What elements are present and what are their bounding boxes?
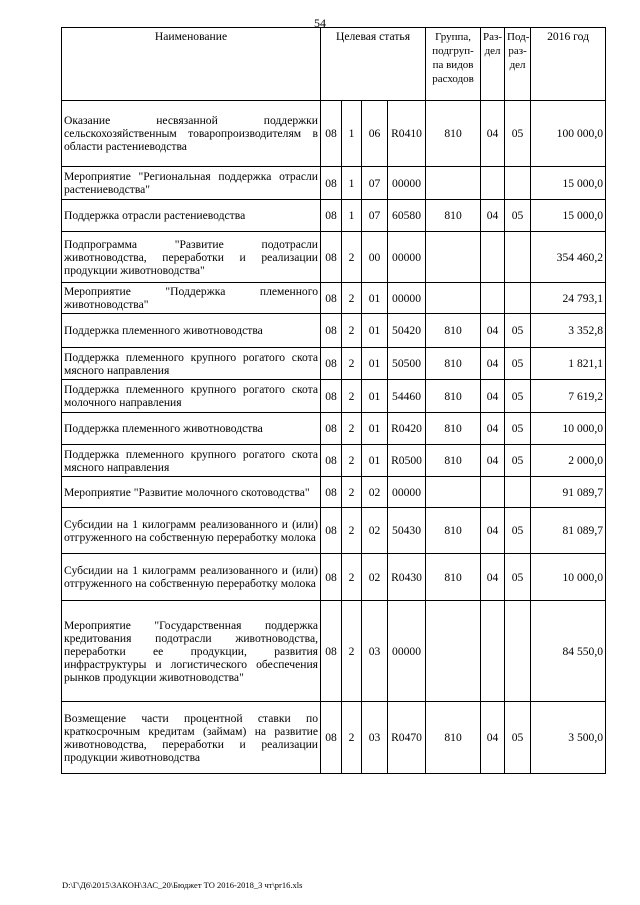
table-row	[62, 232, 606, 283]
code-event: 02	[362, 508, 388, 554]
code-subprogram: 2	[342, 413, 362, 445]
amount: 3 500,0	[531, 702, 606, 774]
code-subprogram: 2	[342, 508, 362, 554]
code-subprogram: 2	[342, 702, 362, 774]
code-direction: 50500	[388, 348, 426, 380]
section-code: 04	[481, 101, 505, 167]
table-row	[62, 380, 606, 413]
code-program: 08	[321, 200, 342, 232]
group-code	[426, 283, 481, 314]
code-event: 07	[362, 200, 388, 232]
subsection-code: 05	[505, 445, 531, 477]
section-code: 04	[481, 413, 505, 445]
section-code: 04	[481, 380, 505, 413]
code-subprogram: 1	[342, 200, 362, 232]
row-name: Поддержка племенного крупного рогатого скота мясного направления	[62, 348, 321, 380]
code-subprogram: 2	[342, 348, 362, 380]
table-row	[62, 283, 606, 314]
table-row	[62, 508, 606, 554]
code-program: 08	[321, 554, 342, 601]
row-name: Поддержка племенного животноводства	[62, 314, 321, 348]
code-event: 07	[362, 167, 388, 200]
code-event: 00	[362, 232, 388, 283]
amount: 81 089,7	[531, 508, 606, 554]
row-name: Мероприятие "Поддержка племенного животноводства"	[62, 283, 321, 314]
code-direction: 50430	[388, 508, 426, 554]
subsection-code	[505, 232, 531, 283]
row-name: Мероприятие "Региональная поддержка отрасли растениеводства"	[62, 167, 321, 200]
subsection-code: 05	[505, 380, 531, 413]
code-event: 01	[362, 445, 388, 477]
section-code: 04	[481, 445, 505, 477]
amount: 15 000,0	[531, 200, 606, 232]
header-target: Целевая статья	[321, 28, 426, 101]
row-name: Оказание несвязанной поддержки сельскохозяйственным товаропроизводителям в области растениеводства	[62, 101, 321, 167]
group-code: 810	[426, 508, 481, 554]
subsection-code: 05	[505, 508, 531, 554]
code-program: 08	[321, 101, 342, 167]
amount: 2 000,0	[531, 445, 606, 477]
row-name: Мероприятие "Государственная поддержка кредитования подотрасли животноводства, переработки ее продукции, развития инфраструктуры и логистического обеспечения рынков продукции животноводства"	[62, 601, 321, 702]
header-group: Группа, подгруп-па видов расходов	[426, 28, 481, 101]
table-row	[62, 554, 606, 601]
table-row	[62, 601, 606, 702]
group-code: 810	[426, 445, 481, 477]
table-row	[62, 348, 606, 380]
row-name: Поддержка племенного животноводства	[62, 413, 321, 445]
subsection-code	[505, 477, 531, 508]
table-row	[62, 314, 606, 348]
amount: 15 000,0	[531, 167, 606, 200]
subsection-code	[505, 283, 531, 314]
code-event: 02	[362, 477, 388, 508]
code-event: 01	[362, 413, 388, 445]
code-subprogram: 2	[342, 445, 362, 477]
code-event: 01	[362, 380, 388, 413]
row-name: Поддержка племенного крупного рогатого скота молочного направления	[62, 380, 321, 413]
section-code	[481, 477, 505, 508]
header-section: Раз-дел	[481, 28, 505, 101]
code-event: 01	[362, 283, 388, 314]
header-name: Наименование	[62, 28, 321, 101]
section-code: 04	[481, 702, 505, 774]
section-code	[481, 283, 505, 314]
subsection-code: 05	[505, 348, 531, 380]
code-direction: R0420	[388, 413, 426, 445]
subsection-code: 05	[505, 314, 531, 348]
subsection-code: 05	[505, 702, 531, 774]
group-code	[426, 601, 481, 702]
code-direction: 00000	[388, 477, 426, 508]
code-direction: 00000	[388, 601, 426, 702]
code-subprogram: 2	[342, 380, 362, 413]
code-program: 08	[321, 508, 342, 554]
group-code: 810	[426, 413, 481, 445]
row-name: Субсидии на 1 килограмм реализованного и (или) отгруженного на собственную переработку молока	[62, 508, 321, 554]
subsection-code	[505, 167, 531, 200]
code-subprogram: 2	[342, 232, 362, 283]
code-event: 01	[362, 348, 388, 380]
amount: 3 352,8	[531, 314, 606, 348]
group-code: 810	[426, 348, 481, 380]
code-direction: 60580	[388, 200, 426, 232]
section-code	[481, 232, 505, 283]
row-name: Мероприятие "Развитие молочного скотоводства"	[62, 477, 321, 508]
code-subprogram: 2	[342, 477, 362, 508]
budget-table	[61, 27, 606, 774]
table-row	[62, 702, 606, 774]
code-subprogram: 2	[342, 314, 362, 348]
group-code: 810	[426, 200, 481, 232]
code-program: 08	[321, 413, 342, 445]
group-code	[426, 477, 481, 508]
code-program: 08	[321, 167, 342, 200]
amount: 91 089,7	[531, 477, 606, 508]
section-code: 04	[481, 200, 505, 232]
code-direction: R0470	[388, 702, 426, 774]
code-program: 08	[321, 348, 342, 380]
subsection-code: 05	[505, 413, 531, 445]
section-code: 04	[481, 348, 505, 380]
code-event: 03	[362, 702, 388, 774]
subsection-code: 05	[505, 101, 531, 167]
amount: 10 000,0	[531, 554, 606, 601]
amount: 7 619,2	[531, 380, 606, 413]
code-subprogram: 2	[342, 554, 362, 601]
code-subprogram: 1	[342, 167, 362, 200]
code-direction: R0500	[388, 445, 426, 477]
code-direction: 00000	[388, 283, 426, 314]
section-code	[481, 167, 505, 200]
amount: 10 000,0	[531, 413, 606, 445]
row-name: Поддержка отрасли растениеводства	[62, 200, 321, 232]
code-program: 08	[321, 232, 342, 283]
row-name: Поддержка племенного крупного рогатого скота мясного направления	[62, 445, 321, 477]
code-event: 03	[362, 601, 388, 702]
table-row	[62, 101, 606, 167]
amount: 84 550,0	[531, 601, 606, 702]
amount: 354 460,2	[531, 232, 606, 283]
code-event: 02	[362, 554, 388, 601]
code-program: 08	[321, 314, 342, 348]
header-year: 2016 год	[531, 28, 606, 101]
code-program: 08	[321, 380, 342, 413]
group-code	[426, 232, 481, 283]
group-code: 810	[426, 702, 481, 774]
table-row	[62, 200, 606, 232]
header-subsection: Под-раз-дел	[505, 28, 531, 101]
code-program: 08	[321, 283, 342, 314]
table-row	[62, 445, 606, 477]
subsection-code	[505, 601, 531, 702]
amount: 1 821,1	[531, 348, 606, 380]
section-code: 04	[481, 554, 505, 601]
subsection-code: 05	[505, 554, 531, 601]
group-code: 810	[426, 314, 481, 348]
code-subprogram: 1	[342, 101, 362, 167]
section-code	[481, 601, 505, 702]
code-direction: R0410	[388, 101, 426, 167]
code-direction: 00000	[388, 167, 426, 200]
code-subprogram: 2	[342, 283, 362, 314]
code-event: 01	[362, 314, 388, 348]
code-direction: 00000	[388, 232, 426, 283]
page-number: 54	[314, 16, 326, 30]
table-row	[62, 413, 606, 445]
section-code: 04	[481, 314, 505, 348]
code-direction: 50420	[388, 314, 426, 348]
row-name: Субсидии на 1 килограмм реализованного и (или) отгруженного на собственную переработку молока	[62, 554, 321, 601]
code-event: 06	[362, 101, 388, 167]
table-row	[62, 167, 606, 200]
code-subprogram: 2	[342, 601, 362, 702]
group-code: 810	[426, 101, 481, 167]
code-program: 08	[321, 601, 342, 702]
row-name: Подпрограмма "Развитие подотрасли животноводства, переработки и реализации продукции животноводства"	[62, 232, 321, 283]
table-row	[62, 477, 606, 508]
file-path-footer: D:\Г\Д6\2015\ЗАКОН\ЗАС_20\Бюджет ТО 2016-2018_3 чт\pr16.xls	[62, 880, 303, 890]
section-code: 04	[481, 508, 505, 554]
header-row	[62, 28, 606, 101]
row-name: Возмещение части процентной ставки по краткосрочным кредитам (займам) на развитие животноводства, переработки и реализации продукции животноводства	[62, 702, 321, 774]
amount: 100 000,0	[531, 101, 606, 167]
code-program: 08	[321, 445, 342, 477]
code-direction: 54460	[388, 380, 426, 413]
code-direction: R0430	[388, 554, 426, 601]
code-program: 08	[321, 702, 342, 774]
group-code: 810	[426, 554, 481, 601]
code-program: 08	[321, 477, 342, 508]
subsection-code: 05	[505, 200, 531, 232]
amount: 24 793,1	[531, 283, 606, 314]
group-code	[426, 167, 481, 200]
group-code: 810	[426, 380, 481, 413]
